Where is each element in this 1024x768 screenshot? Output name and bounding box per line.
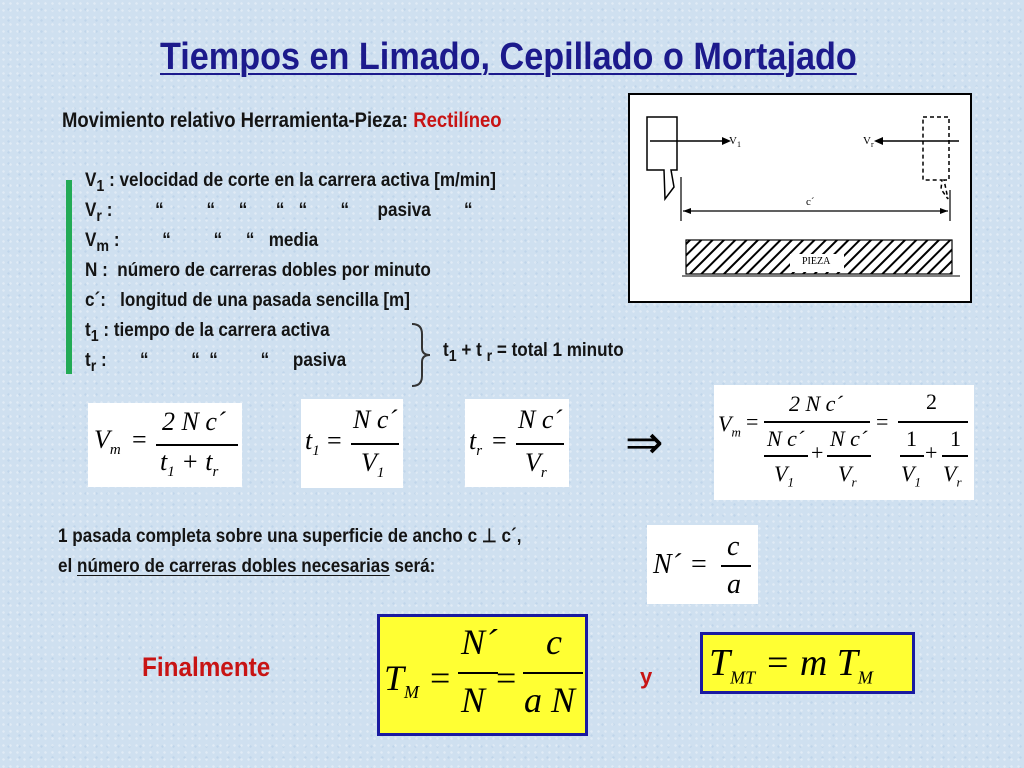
tr-denominator: $V_r$: [525, 448, 547, 482]
vmfull-num2: 2: [926, 389, 937, 414]
c-label: c´: [806, 196, 815, 208]
formula-tmt: [700, 632, 915, 694]
vmfull-lhs: $V_m$: [718, 411, 741, 440]
formula-tr: $t_r$ = N c´ $V_r$: [465, 399, 569, 487]
formula-nprime: N´ = c a: [647, 525, 758, 604]
implies-arrow-icon: ⇒: [625, 415, 664, 469]
vmfull-d1: $V_1$: [774, 461, 794, 490]
vr-label: $V_r$: [863, 135, 874, 150]
pass-line-1: 1 pasada completa sobre una superficie de ancho c ⊥ c´,: [58, 526, 522, 547]
definition-vm: $V_m$ : “ “ “ media: [85, 230, 319, 255]
y-conjunction: y: [640, 664, 653, 689]
pass-description: [58, 522, 521, 582]
t1-numerator: N c´: [353, 405, 398, 434]
formula-vm-full: $V_m$ = 2 N c´ N c´ $V_1$ + N c´ $V_r$ = 2 1 $V_1$ + 1 $V_r$: [714, 385, 974, 500]
tm-num2: c: [546, 622, 562, 662]
piece-label: PIEZA: [802, 256, 831, 267]
definition-c: c´: longitud de una pasada sencilla [m]: [85, 290, 410, 311]
vm-numerator: 2 N c´: [162, 407, 226, 436]
cutting-diagram: [628, 93, 972, 303]
definition-vr: $V_r$ : “ “ “ “ “ “ pasiva “: [85, 200, 473, 225]
formula-tm: $T_M$ = N´ N = c a N: [377, 614, 588, 736]
formula-vm: $V_m$ = 2 N c´ $t_1 + t_r$: [88, 403, 242, 487]
nprime-lhs: N´: [653, 549, 681, 580]
green-accent-bar: [66, 180, 72, 374]
t1-lhs: $t_1$: [305, 426, 320, 460]
t1-denominator: $V_1$: [361, 448, 385, 482]
v1-label: $V_1$: [729, 135, 741, 150]
vmfull-d2: $V_r$: [838, 461, 857, 490]
tm-lhs: $T_M$: [384, 658, 420, 703]
vm-denominator: $t_1 + t_r$: [160, 447, 219, 481]
subtitle-label: Movimiento relativo Herramienta-Pieza:: [62, 109, 414, 132]
right-tool-shape: [923, 117, 949, 199]
definition-v1: $V_1$ : velocidad de corte en la carrera activa [m/min]: [85, 170, 496, 195]
pass-line-2: el número de carreras dobles necesarias será:: [58, 556, 436, 577]
page-title: Tiempos en Limado, Cepillado o Mortajado: [160, 36, 857, 78]
definition-t1: $t_1$ : tiempo de la carrera activa: [85, 320, 330, 345]
tr-numerator: N c´: [518, 405, 563, 434]
right-brace-icon: [408, 322, 438, 388]
total-relation: $t_1 + t$ $_r$ = total 1 minuto: [443, 340, 624, 365]
vmfull-num1: 2 N c´: [789, 391, 843, 416]
nprime-num: c: [727, 531, 740, 562]
tmt-expression: $T_{MT} = m$ $T_M$: [709, 642, 873, 688]
definition-n: N : número de carreras dobles por minuto: [85, 260, 431, 281]
vmfull-n1: N c´: [767, 426, 805, 451]
tm-num1: N´: [461, 622, 497, 662]
left-tool-shape: [647, 117, 677, 199]
tr-lhs: $t_r$: [469, 426, 483, 460]
tm-den1: N: [461, 680, 486, 720]
formula-t1: $t_1$ = N c´ $V_1$: [301, 399, 403, 488]
vmfull-n2: N c´: [830, 426, 868, 451]
diagram-drawing: [630, 95, 970, 301]
nprime-den: a: [727, 569, 741, 600]
subtitle: [62, 109, 502, 133]
tm-den2: a N: [524, 680, 576, 720]
definition-tr: $t_r$ : “ “ “ “ pasiva: [85, 350, 347, 375]
finalmente-label: Finalmente: [142, 652, 271, 682]
vm-lhs: $V_m$: [94, 425, 121, 459]
subtitle-value: Rectilíneo: [413, 109, 502, 132]
